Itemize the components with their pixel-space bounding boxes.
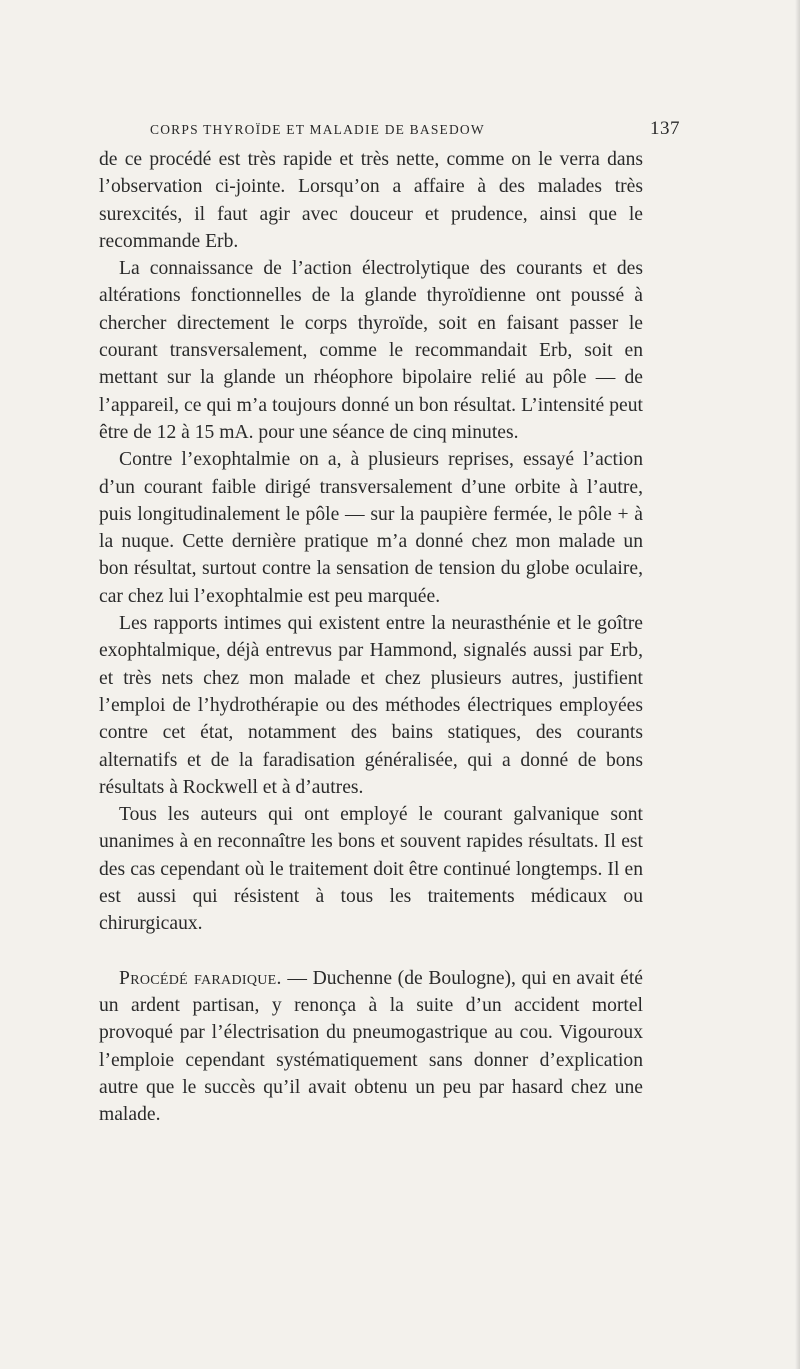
paragraph-continuation: de ce procédé est très rapide et très nette, comme on le verra dans l’observation ci-jointe. Lorsqu’on a affaire à des malades très surexcités, il faut agir avec douceur et prudence, ainsi que le recommande Erb. [99, 149, 643, 252]
paragraph-electrolytic-action: La connaissance de l’action électrolytique des courants et des altérations fonctionnelles de la glande thyroïdienne ont poussé à chercher directement le corps thyroïde, soit en faisant passer le courant transversalement, comme le recommandait Erb, soit en mettant sur la glande un rhéophore bipolaire relié au pôle — de l’appareil, ce qui m’a toujours donné un bon résultat. L’intensité peut être de 12 à 15 mA. pour une séance de cinq minutes. [99, 258, 643, 443]
paragraph-faradic-procedure [99, 965, 643, 1129]
page-edge-shadow [795, 0, 800, 1369]
paragraph-neurasthenia: Les rapports intimes qui existent entre la neurasthénie et le goître exophtalmique, déjà entrevus par Hammond, signalés aussi par Erb, et très nets chez mon malade et chez plusieurs autres, justifient l’emploi de l’hydrothérapie ou des méthodes électriques employées contre cet état, notamment des bains statiques, des courants alternatifs et de la faradisation généralisée, qui a donné de bons résultats à Rockwell et à d’autres. [99, 613, 643, 798]
faradic-procedure-text: — Duchenne (de Boulogne), qui en avait été un ardent partisan, y renonça à la suite d’un accident mortel provoqué par l’électrisation du pneumogastrique au cou. Vigouroux l’emploie cependant systématiquement sans donner d’explication autre que le succès qu’il avait obtenu un peu par hasard chez une malade. [99, 967, 643, 1126]
running-header [150, 118, 680, 140]
page-number: 137 [650, 118, 680, 139]
running-title: CORPS THYROÏDE ET MALADIE DE BASEDOW [150, 122, 485, 137]
paragraph-exophthalmia: Contre l’exophtalmie on a, à plusieurs reprises, essayé l’action d’un courant faible dirigé transversalement d’une orbite à l’autre, puis longitudinalement le pôle — sur la paupière fermée, le pôle + à la nuque. Cette dernière pratique m’a donné chez mon malade un bon résultat, surtout contre la sensation de tension du globe oculaire, car chez lui l’exophtalmie est peu marquée. [99, 449, 643, 607]
body-text [99, 146, 643, 1128]
paragraph-galvanic-results: Tous les auteurs qui ont employé le courant galvanique sont unanimes à en reconnaître les bons et souvent rapides résultats. Il est des cas cependant où le traitement doit être continué longtemps. Il en est aussi qui résistent à tous les traitements médicaux ou chirurgicaux. [99, 804, 643, 935]
section-heading: Procédé faradique. [119, 967, 282, 989]
